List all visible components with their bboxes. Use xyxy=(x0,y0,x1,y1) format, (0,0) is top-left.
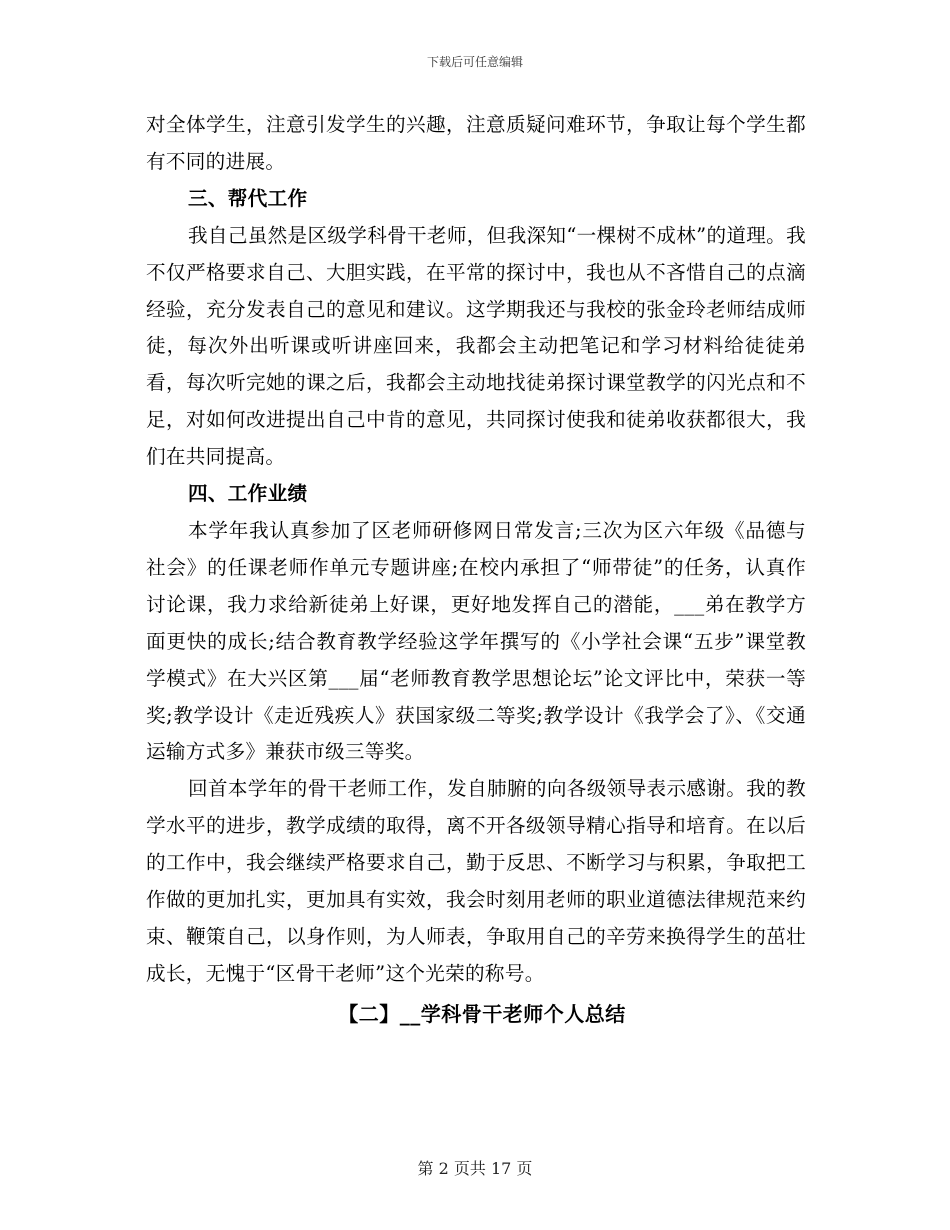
paragraph-continuation: 对全体学生，注意引发学生的兴趣，注意质疑问难环节，争取让每个学生都有不同的进展。 xyxy=(146,113,806,173)
heading-work-achievements: 四、工作业绩 xyxy=(188,482,308,506)
heading-mentoring-work: 三、帮代工作 xyxy=(188,186,308,210)
document-body xyxy=(146,107,806,1033)
section-title: 【二】__学科骨干老师个人总结 xyxy=(338,1001,626,1026)
page-number-footer: 第 2 页共 17 页 xyxy=(417,1159,533,1178)
paragraph-mentoring: 我自己虽然是区级学科骨干老师，但我深知“一棵树不成林”的道理。我不仅严格要求自己、大胆实践，在平常的探讨中，我也从不吝惜自己的点滴经验，充分发表自己的意见和建议。这学期我还与我校的张金玲老师结成师徒，每次外出听课或听讲座回来，我都会主动把笔记和学习材料给徒徒弟看，每次听完她的课之后，我都会主动地找徒弟探讨课堂教学的闪光点和不足，对如何改进提出自己中肯的意见，共同探讨使我和徒弟收获都很大，我们在共同提高。 xyxy=(146,223,806,469)
page-header: 下载后可任意编辑 xyxy=(426,55,523,69)
paragraph-achievements: 本学年我认真参加了区老师研修网日常发言;三次为区六年级《品德与社会》的任课老师作单元专题讲座;在校内承担了“师带徒”的任务，认真作讨论课，我力求给新徒弟上好课，更好地发挥自己的潜能，___弟在教学方面更快的成长;结合教育教学经验这学年撰写的《小学社会课“五步”课堂教学模式》在大兴区第___届“老师教育教学思想论坛”论文评比中，荣获一等奖;教学设计《走近残疾人》获国家级二等奖;教学设计《我学会了》、《交通运输方式多》兼获市级三等奖。 xyxy=(146,518,806,764)
paragraph-conclusion: 回首本学年的骨干老师工作，发自肺腑的向各级领导表示感谢。我的教学水平的进步，教学成绩的取得，离不开各级领导精心指导和培育。在以后的工作中，我会继续严格要求自己，勤于反思、不断学习与积累，争取把工作做的更加扎实，更加具有实效，我会时刻用老师的职业道德法律规范来约束、鞭策自己，以身作则，为人师表，争取用自己的辛劳来换得学生的茁壮成长，无愧于“区骨干老师”这个光荣的称号。 xyxy=(146,777,806,985)
